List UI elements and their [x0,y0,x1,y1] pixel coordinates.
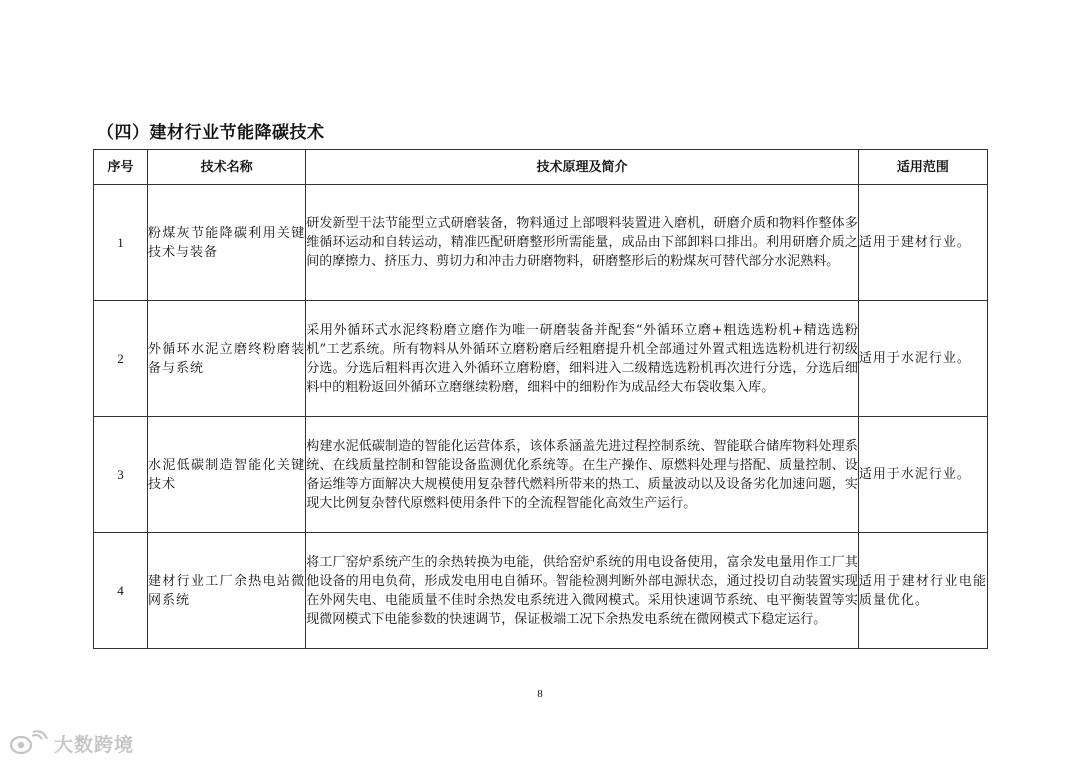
row-index: 4 [94,533,148,649]
row-description: 构建水泥低碳制造的智能化运营体系，该体系涵盖先进过程控制系统、智能联合储库物料处理系统、在线质量控制和智能设备监测优化系统等。在生产操作、原燃料处理与搭配、质量控制、设备运维等方面解决大规模使用复杂替代燃料所带来的热工、质量波动以及设备劣化加速问题，实现大比例复杂替代原燃料使用条件下的全流程智能化高效生产运行。 [306,417,859,533]
row-scope: 适用于水泥行业。 [858,301,987,417]
row-scope: 适用于建材行业电能质量优化。 [858,533,987,649]
row-index: 2 [94,301,148,417]
header-scope: 适用范围 [858,150,987,185]
weibo-eye-logo-icon [8,730,50,756]
header-description: 技术原理及简介 [306,150,859,185]
watermark-text: 大数跨境 [54,733,135,756]
row-index: 3 [94,417,148,533]
row-scope: 适用于建材行业。 [858,185,987,301]
table-row [94,301,988,417]
table-header-row [94,150,988,185]
row-description: 采用外循环式水泥终粉磨立磨作为唯一研磨装备并配套“外循环立磨+粗选选粉机+精选选粉机”工艺系统。所有物料从外循环立磨粉磨后经粗磨提升机全部通过外置式粗选选粉机进行初级分选。分选后粗料再次进入外循环立磨粉磨，细料进入二级精选选粉机再次进行分选，分选后细料中的粗粉返回外循环立磨继续粉磨，细料中的细粉作为成品经大布袋收集入库。 [306,301,859,417]
table-row [94,417,988,533]
watermark [8,730,134,756]
row-tech-name: 水泥低碳制造智能化关键技术 [148,417,306,533]
row-tech-name: 建材行业工厂余热电站微网系统 [148,533,306,649]
table-row [94,185,988,301]
row-tech-name: 粉煤灰节能降碳利用关键技术与装备 [148,185,306,301]
row-scope: 适用于水泥行业。 [858,417,987,533]
table-row [94,533,988,649]
row-tech-name: 外循环水泥立磨终粉磨装备与系统 [148,301,306,417]
header-name: 技术名称 [148,150,306,185]
row-description: 研发新型干法节能型立式研磨装备，物料通过上部喂料装置进入磨机，研磨介质和物料作整体多维循环运动和自转运动，精准匹配研磨整形所需能量，成品由下部卸料口排出。利用研磨介质之间的摩擦力、挤压力、剪切力和冲击力研磨物料，研磨整形后的粉煤灰可替代部分水泥熟料。 [306,185,859,301]
header-index: 序号 [94,150,148,185]
tech-table [93,149,988,649]
page-number: 8 [537,688,543,700]
row-description: 将工厂窑炉系统产生的余热转换为电能，供给窑炉系统的用电设备使用，富余发电量用作工厂其他设备的用电负荷，形成发电用电自循环。智能检测判断外部电源状态，通过投切自动装置实现在外网失电、电能质量不佳时余热发电系统进入微网模式。采用快速调节系统、电平衡装置等实现微网模式下电能参数的快速调节，保证极端工况下余热发电系统在微网模式下稳定运行。 [306,533,859,649]
row-index: 1 [94,185,148,301]
section-heading: （四）建材行业节能降碳技术 [97,123,325,143]
